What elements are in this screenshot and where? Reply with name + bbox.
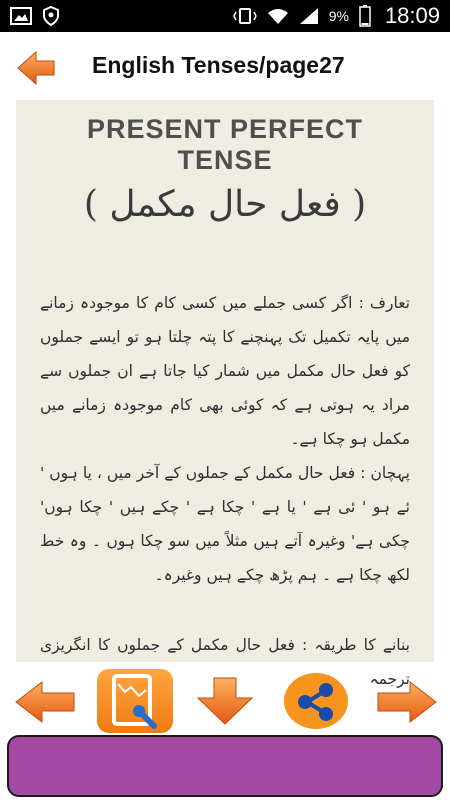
paragraph-method: بنانے کا طریقہ : فعل حال مکمل کے جملوں کا انگریزی ترجمہ [40,636,410,688]
wifi-icon [267,7,289,25]
paragraph-introduction: تعارف : اگر کسی جملے میں کسی کام کا موجودہ زمانے میں پایہ تکمیل تک پہنچنے کا پتہ چلتا ہو تو ایسے جملوں کو فعل حال مکمل میں شمار کیا جاتا ہے ان جملوں سے مراد یہ ہوتی ہے کہ کوئی بھی کام موجودہ زمانے میں مکمل ہو چکا ہے۔ [40,294,410,448]
previous-page-button[interactable] [14,680,76,724]
shield-icon [42,6,60,26]
bottom-toolbar [0,666,450,734]
book-page [16,100,434,688]
vibrate-icon [233,6,257,26]
signal-icon [299,7,319,25]
page-title: English Tenses/page27 [92,52,345,78]
paragraph-identification: پہچان : فعل حال مکمل کے جملوں کے آخر میں ، یا ہوں ' ئے ہو ' ئی ہے ' یا ہے ' چکا ہے ' چکے ہیں ' چکا ہوں' چکی ہے' وغیرہ آتے ہیں مثلاً میں سو چکا ہوں ۔ وہ خط لکھ چکا ہے ۔ ہم پڑھ چکے ہیں وغیرہ۔ [40,464,410,584]
download-button[interactable] [196,676,254,726]
bottom-banner [7,735,443,797]
battery-icon [359,5,371,27]
back-button[interactable] [16,50,56,86]
title-bar [0,32,450,102]
status-right [233,3,440,29]
status-left [10,6,60,26]
screen-settings-button[interactable] [96,668,174,734]
page-heading-line2: TENSE [177,145,273,175]
page-heading-line1: PRESENT PERFECT [86,114,364,144]
share-button[interactable] [283,672,349,730]
status-time: 18:09 [384,3,440,28]
gallery-icon [10,7,32,25]
battery-percent: 9% [328,8,349,24]
next-page-button[interactable] [376,680,438,724]
urdu-title: ( فعل حال مکمل ) [83,184,367,225]
status-bar [0,0,450,32]
